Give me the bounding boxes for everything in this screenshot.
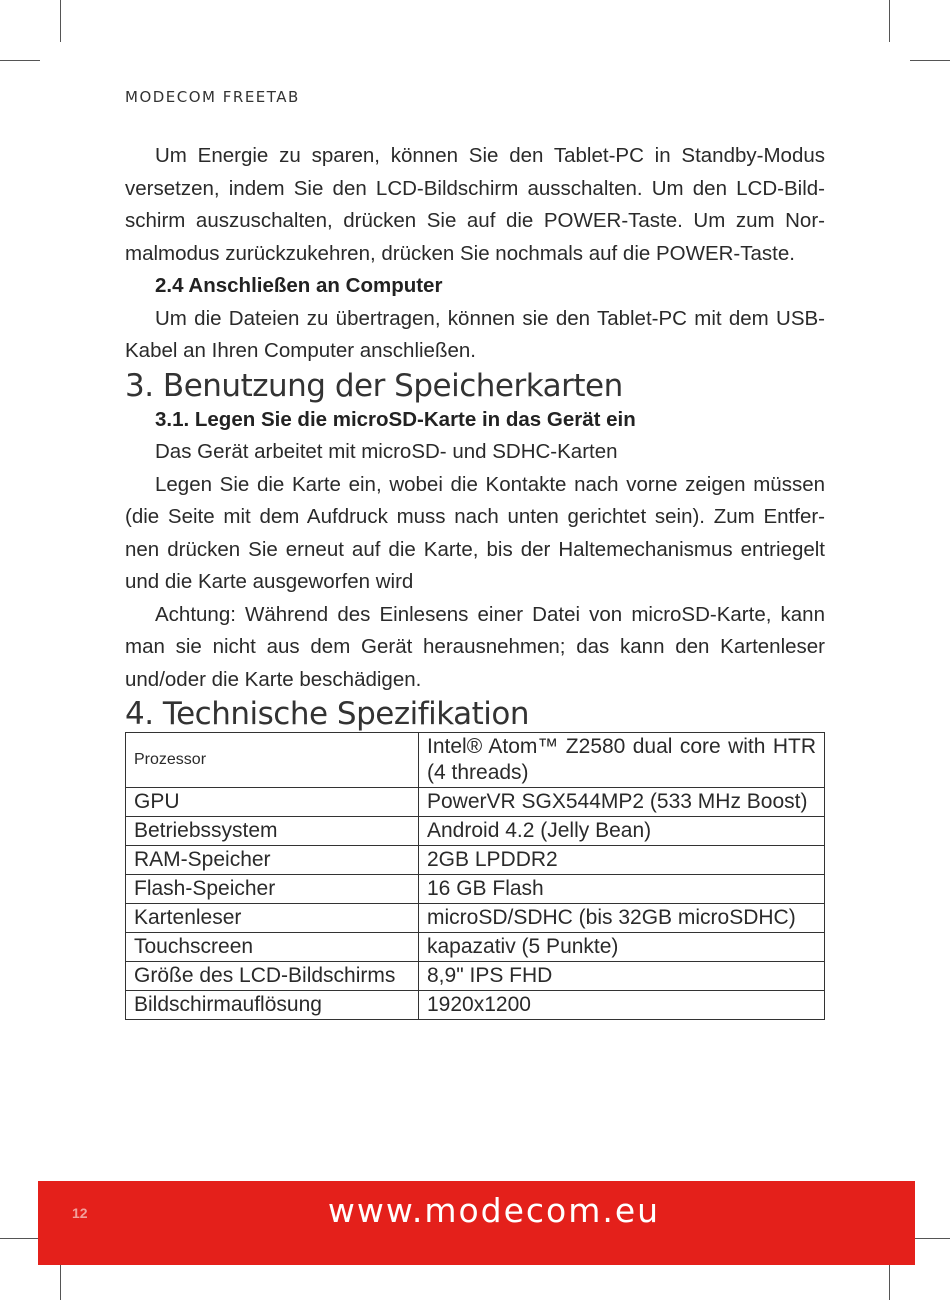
website-url: www.modecom.eu — [327, 1191, 661, 1230]
spec-value: kapazativ (5 Punkte) — [419, 933, 825, 962]
page-content — [125, 140, 825, 1020]
spec-key: Kartenleser — [126, 904, 419, 933]
footer-banner — [38, 1181, 915, 1265]
spec-row-kartenleser — [126, 904, 825, 933]
section-2-4-heading: 2.4 Anschließen an Computer — [155, 274, 443, 297]
spec-key: Prozessor — [126, 733, 419, 788]
spec-table — [125, 732, 825, 1020]
spec-key: Touchscreen — [126, 933, 419, 962]
crop-mark-top-left-h — [0, 60, 40, 61]
spec-key: Bildschirmauflösung — [126, 991, 419, 1020]
section-3-1-heading: 3.1. Legen Sie die microSD-Karte in das Gerät ein — [155, 407, 636, 431]
spec-value: 2GB LPDDR2 — [419, 846, 825, 875]
crop-mark-top-right-v — [889, 0, 890, 42]
spec-row-prozessor — [126, 733, 825, 788]
spec-row-ram — [126, 846, 825, 875]
spec-value: PowerVR SGX544MP2 (533 MHz Boost) — [419, 788, 825, 817]
spec-key: Flash-Speicher — [126, 875, 419, 904]
section-4-heading: 4. Technische Spezifikation — [125, 696, 530, 732]
crop-mark-top-right-h — [910, 60, 950, 61]
spec-row-display-size — [126, 962, 825, 991]
spec-row-touchscreen — [126, 933, 825, 962]
spec-key: GPU — [126, 788, 419, 817]
section-3-heading: 3. Benutzung der Speicherkarten — [125, 367, 623, 404]
spec-value: 1920x1200 — [419, 991, 825, 1020]
spec-row-betriebssystem — [126, 817, 825, 846]
section-3-paragraph-2: Legen Sie die Karte ein, wobei die Kontakte nach vorne zeigen müssen (die Seite mit dem Aufdruck muss nach unten gerichtet sein). Zum Entfer-nen drücken Sie erneut auf die Karte, bis der Haltemechanismus entriegelt und die Karte ausgeworfen wird — [125, 472, 825, 593]
spec-row-flash — [126, 875, 825, 904]
spec-value: 16 GB Flash — [419, 875, 825, 904]
spec-value: Android 4.2 (Jelly Bean) — [419, 817, 825, 846]
spec-value: 8,9" IPS FHD — [419, 962, 825, 991]
crop-mark-bottom-right-h — [910, 1238, 950, 1239]
section-2-4-paragraph: Um die Dateien zu übertragen, können sie den Tablet-PC mit dem USB-Kabel an Ihren Computer anschließen. — [125, 306, 825, 362]
spec-key: Betriebssystem — [126, 817, 419, 846]
spec-key: Größe des LCD-Bildschirms — [126, 962, 419, 991]
crop-mark-top-left-v — [60, 0, 61, 42]
section-3-paragraph-1: Das Gerät arbeitet mit microSD- und SDHC-Karten — [155, 440, 618, 463]
spec-row-gpu — [126, 788, 825, 817]
page-number: 12 — [72, 1205, 88, 1221]
section-3-paragraph-3: Achtung: Während des Einlesens einer Datei von microSD-Karte, kann man sie nicht aus dem Gerät herausnehmen; das kann den Kartenleser und/oder die Karte beschädigen. — [125, 602, 825, 691]
spec-value: microSD/SDHC (bis 32GB microSDHC) — [419, 904, 825, 933]
running-header: MODECOM FREETAB — [125, 88, 300, 106]
crop-mark-bottom-left-h — [0, 1238, 40, 1239]
spec-key: RAM-Speicher — [126, 846, 419, 875]
spec-value: Intel® Atom™ Z2580 dual core with HTR (4 threads) — [419, 733, 825, 788]
spec-row-resolution — [126, 991, 825, 1020]
intro-paragraph: Um Energie zu sparen, können Sie den Tablet-PC in Standby-Modus versetzen, indem Sie den LCD-Bildschirm ausschalten. Um den LCD-Bild-schirm auszuschalten, drücken Sie auf die POWER-Taste. Um zum Nor-malmodus zurückzukehren, drücken Sie nochmals auf die POWER-Taste. — [125, 144, 825, 265]
